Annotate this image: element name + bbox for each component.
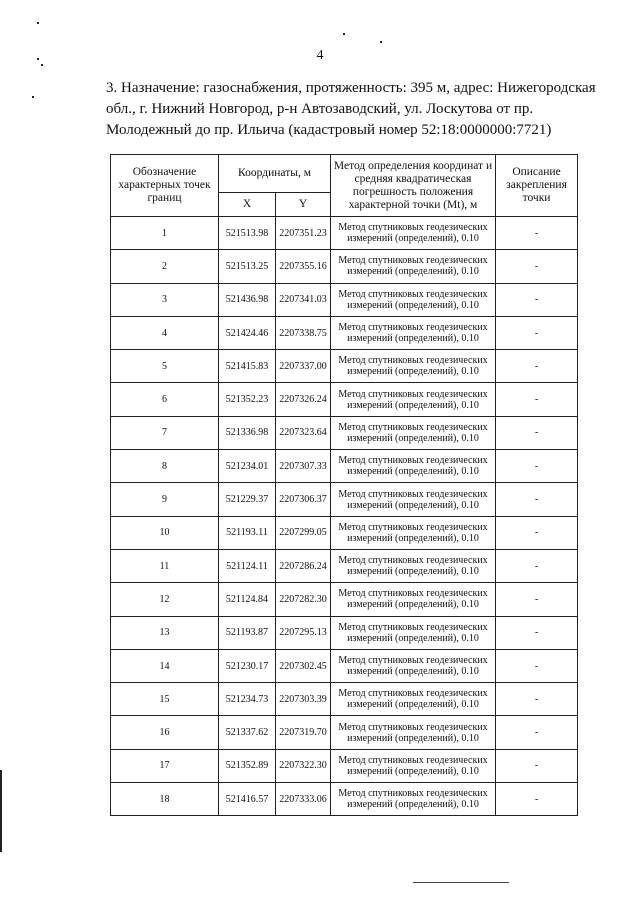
point-number: 18 [111, 783, 219, 816]
table-row [111, 549, 578, 582]
heading-line: 3. Назначение: газоснабжения, протяженность: 395 м, адрес: Нижегородская [106, 80, 596, 96]
method-cell: Метод спутниковых геодезических измерений (определений), 0.10 [331, 416, 496, 449]
page-number: 4 [316, 48, 324, 63]
scan-speck [37, 22, 39, 24]
method-cell: Метод спутниковых геодезических измерений (определений), 0.10 [331, 783, 496, 816]
coord-x: 521336.98 [219, 416, 276, 449]
description-cell: - [496, 683, 578, 716]
coord-y: 2207322.30 [276, 749, 331, 782]
table-row [111, 749, 578, 782]
description-cell: - [496, 450, 578, 483]
description-cell: - [496, 583, 578, 616]
coord-x: 521234.01 [219, 450, 276, 483]
coord-x: 521337.62 [219, 716, 276, 749]
point-number: 3 [111, 283, 219, 316]
method-cell: Метод спутниковых геодезических измерений (определений), 0.10 [331, 316, 496, 349]
description-cell: - [496, 416, 578, 449]
method-cell: Метод спутниковых геодезических измерений (определений), 0.10 [331, 649, 496, 682]
method-cell: Метод спутниковых геодезических измерений (определений), 0.10 [331, 516, 496, 549]
coord-x: 521352.89 [219, 749, 276, 782]
table-row [111, 283, 578, 316]
table-row [111, 483, 578, 516]
coord-y: 2207323.64 [276, 416, 331, 449]
table-row [111, 350, 578, 383]
coord-x: 521352.23 [219, 383, 276, 416]
coord-x: 521416.57 [219, 783, 276, 816]
table-row [111, 516, 578, 549]
method-cell: Метод спутниковых геодезических измерений (определений), 0.10 [331, 217, 496, 250]
point-number: 7 [111, 416, 219, 449]
method-cell: Метод спутниковых геодезических измерений (определений), 0.10 [331, 383, 496, 416]
header-x: X [219, 193, 276, 217]
point-number: 6 [111, 383, 219, 416]
method-cell: Метод спутниковых геодезических измерений (определений), 0.10 [331, 716, 496, 749]
point-number: 1 [111, 217, 219, 250]
table-row [111, 383, 578, 416]
description-cell: - [496, 283, 578, 316]
scan-edge-line [0, 770, 2, 852]
coord-y: 2207302.45 [276, 649, 331, 682]
point-number: 17 [111, 749, 219, 782]
coord-y: 2207319.70 [276, 716, 331, 749]
header-coordinates: Координаты, м [219, 155, 331, 193]
coord-x: 521124.11 [219, 549, 276, 582]
point-number: 15 [111, 683, 219, 716]
point-number: 12 [111, 583, 219, 616]
coord-y: 2207355.16 [276, 250, 331, 283]
coord-y: 2207306.37 [276, 483, 331, 516]
coord-y: 2207333.06 [276, 783, 331, 816]
method-cell: Метод спутниковых геодезических измерений (определений), 0.10 [331, 483, 496, 516]
coord-y: 2207351.23 [276, 217, 331, 250]
method-cell: Метод спутниковых геодезических измерений (определений), 0.10 [331, 350, 496, 383]
table-row [111, 250, 578, 283]
coord-x: 521436.98 [219, 283, 276, 316]
description-cell: - [496, 549, 578, 582]
description-cell: - [496, 649, 578, 682]
coord-y: 2207341.03 [276, 283, 331, 316]
description-cell: - [496, 483, 578, 516]
method-cell: Метод спутниковых геодезических измерений (определений), 0.10 [331, 450, 496, 483]
coord-y: 2207295.13 [276, 616, 331, 649]
description-cell: - [496, 749, 578, 782]
header-designation: Обозначение характерных точек границ [111, 155, 219, 217]
table-row [111, 783, 578, 816]
coord-y: 2207338.75 [276, 316, 331, 349]
section-heading [106, 78, 596, 141]
scan-speck [41, 64, 43, 66]
coord-x: 521234.73 [219, 683, 276, 716]
method-cell: Метод спутниковых геодезических измерений (определений), 0.10 [331, 549, 496, 582]
table-row [111, 316, 578, 349]
point-number: 10 [111, 516, 219, 549]
coord-x: 521424.46 [219, 316, 276, 349]
scan-speck [380, 41, 382, 43]
table-row [111, 716, 578, 749]
coord-y: 2207282.30 [276, 583, 331, 616]
footer-rule [413, 882, 509, 883]
table-row [111, 583, 578, 616]
method-cell: Метод спутниковых геодезических измерений (определений), 0.10 [331, 616, 496, 649]
description-cell: - [496, 350, 578, 383]
boundary-points-table [110, 154, 578, 816]
coord-y: 2207303.39 [276, 683, 331, 716]
coord-y: 2207307.33 [276, 450, 331, 483]
method-cell: Метод спутниковых геодезических измерений (определений), 0.10 [331, 749, 496, 782]
description-cell: - [496, 217, 578, 250]
header-y: Y [276, 193, 331, 217]
header-method: Метод определения координат и средняя квадратическая погрешность положения характерной точки (Mt), м [331, 155, 496, 217]
scan-speck [32, 96, 34, 98]
description-cell: - [496, 616, 578, 649]
description-cell: - [496, 783, 578, 816]
scan-speck [343, 33, 345, 35]
coord-y: 2207326.24 [276, 383, 331, 416]
table-row [111, 683, 578, 716]
point-number: 8 [111, 450, 219, 483]
point-number: 16 [111, 716, 219, 749]
heading-line: обл., г. Нижний Новгород, р-н Автозаводский, ул. Лоскутова от пр. [106, 101, 534, 117]
table-row [111, 616, 578, 649]
description-cell: - [496, 383, 578, 416]
method-cell: Метод спутниковых геодезических измерений (определений), 0.10 [331, 283, 496, 316]
description-cell: - [496, 516, 578, 549]
method-cell: Метод спутниковых геодезических измерений (определений), 0.10 [331, 250, 496, 283]
description-cell: - [496, 316, 578, 349]
table-row [111, 450, 578, 483]
coord-x: 521229.37 [219, 483, 276, 516]
coord-x: 521124.84 [219, 583, 276, 616]
description-cell: - [496, 250, 578, 283]
coord-x: 521513.98 [219, 217, 276, 250]
point-number: 4 [111, 316, 219, 349]
table-row [111, 416, 578, 449]
point-number: 2 [111, 250, 219, 283]
coord-x: 521193.11 [219, 516, 276, 549]
header-description: Описание закрепления точки [496, 155, 578, 217]
coord-x: 521513.25 [219, 250, 276, 283]
coord-x: 521193.87 [219, 616, 276, 649]
point-number: 13 [111, 616, 219, 649]
point-number: 11 [111, 549, 219, 582]
coord-y: 2207337.00 [276, 350, 331, 383]
table-row [111, 649, 578, 682]
coord-y: 2207286.24 [276, 549, 331, 582]
method-cell: Метод спутниковых геодезических измерений (определений), 0.10 [331, 583, 496, 616]
coord-y: 2207299.05 [276, 516, 331, 549]
description-cell: - [496, 716, 578, 749]
point-number: 9 [111, 483, 219, 516]
table-row [111, 217, 578, 250]
point-number: 14 [111, 649, 219, 682]
coord-x: 521415.83 [219, 350, 276, 383]
coord-x: 521230.17 [219, 649, 276, 682]
heading-line: Молодежный до пр. Ильича (кадастровый номер 52:18:0000000:7721) [106, 122, 552, 138]
point-number: 5 [111, 350, 219, 383]
method-cell: Метод спутниковых геодезических измерений (определений), 0.10 [331, 683, 496, 716]
